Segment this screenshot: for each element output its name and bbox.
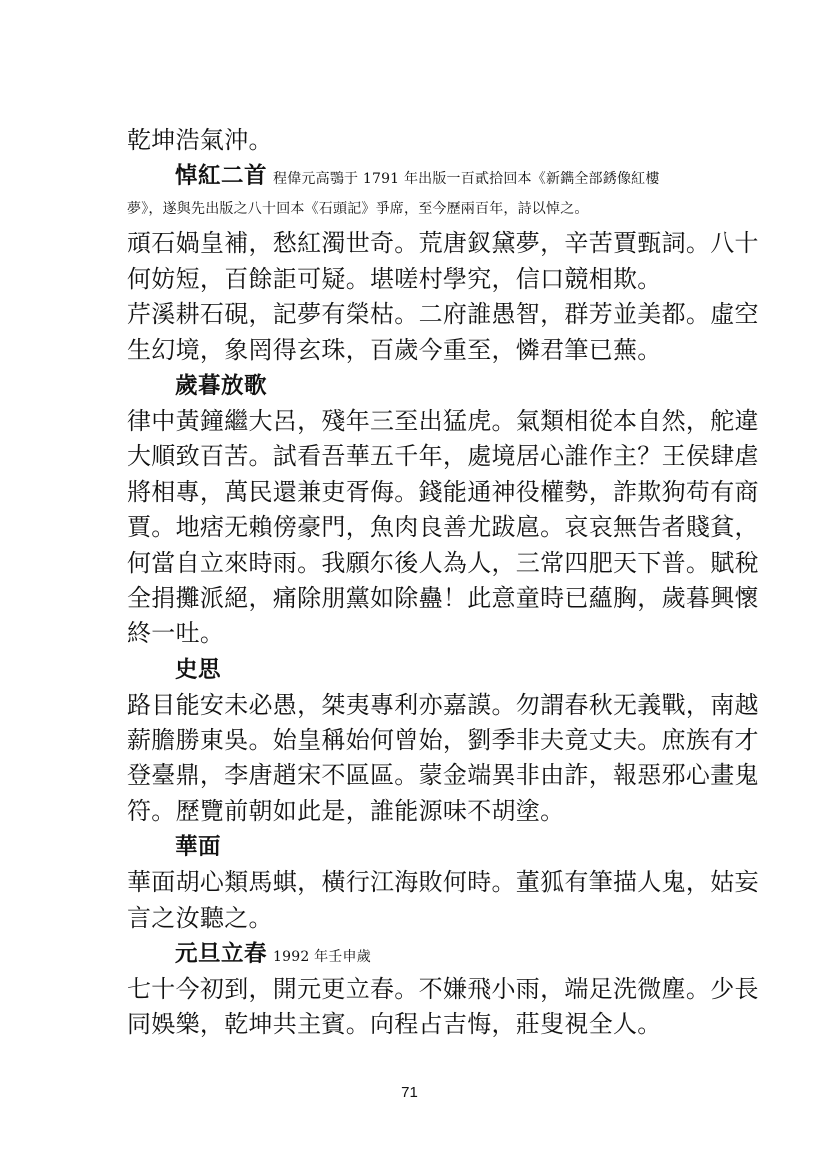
poem-line: 符。歷覽前朝如此是，誰能源味不胡塗。 [127, 796, 565, 825]
poem-line: 全捐攤派絕，痛除朋黨如除蠱！此意童時已蘊胸，歲暮興懷 [127, 583, 759, 612]
poem-title: 悼紅二首 [175, 163, 268, 190]
poem-line: 登臺鼎，李唐趙宋不區區。蒙金端異非由詐，報惡邪心畫鬼 [127, 761, 759, 790]
poem-note-continued: 夢》，遂與先出版之八十回本《石頭記》爭席，至今歷兩百年，詩以悼之。 [127, 201, 589, 218]
poem-line: 芹溪耕石硯，記夢有榮枯。二府誰愚智，群芳並美都。虛空 [127, 300, 759, 329]
poem-heading [127, 936, 727, 972]
poem-line: 大順致百苦。試看吾華五千年，處境居心誰作主？王侯肆虐 [127, 442, 759, 471]
poem-heading [127, 829, 727, 865]
intro-line: 乾坤浩氣沖。 [127, 126, 273, 154]
poem-heading [127, 368, 727, 404]
poem-line: 律中黃鐘繼大呂，殘年三至出猛虎。氣類相從本自然，舵違 [127, 406, 759, 435]
poem-line: 七十今初到，開元更立春。不嫌飛小雨，端足洗微塵。少長 [127, 975, 759, 1004]
poem-line: 生幻境，象罔得玄珠，百歲今重至，憐君筆已蕪。 [127, 335, 662, 364]
poem-note: 程偉元高鶚于 1791 年出版一百貳拾回本《新鐫全部銹像紅樓 [273, 171, 660, 188]
poem-line: 賈。地痞无賴傍豪門，魚肉良善尤跋扈。哀哀無告者賤貧， [127, 513, 759, 542]
poem-line: 言之汝聽之。 [127, 903, 273, 932]
poem-line: 路目能安未必愚，桀夷專利亦嘉謨。勿謂春秋无義戰，南越 [127, 690, 759, 719]
poem-line: 華面胡心類馬蜞，橫行江海敗何時。董狐有筆描人鬼，姑妄 [127, 868, 759, 897]
poem-heading [127, 652, 727, 688]
poem-line: 何妨短，百餘詎可疑。堪嗟村學究，信口競相欺。 [127, 264, 662, 293]
poem-note: 1992 年壬申歲 [273, 949, 371, 966]
poem-title: 史思 [175, 656, 222, 683]
poem-line: 終一吐。 [127, 619, 225, 648]
poem-heading [127, 158, 727, 194]
poem-title: 歲暮放歌 [175, 372, 268, 399]
page-number: 71 [401, 1084, 418, 1101]
poem-line: 何當自立來時雨。我願尓後人為人，三常四肥天下普。賦稅 [127, 548, 759, 577]
poem-line: 將相專，萬民還兼吏胥侮。錢能通神役權勢，詐欺狗苟有商 [127, 477, 759, 506]
poem-line: 同娛樂，乾坤共主賓。向程占吉悔，莊叟視全人。 [127, 1010, 662, 1039]
poem-title: 華面 [175, 834, 222, 861]
page-body [127, 123, 759, 1043]
poem-line: 頑石媧皇補，愁紅濁世奇。荒唐釵黛夢，辛苦賈甄詞。八十 [127, 229, 759, 258]
poem-line: 薪膽勝東吳。始皇稱始何曾始，劉季非夫竟丈夫。庶族有才 [127, 726, 759, 755]
poem-title: 元旦立春 [175, 941, 268, 968]
